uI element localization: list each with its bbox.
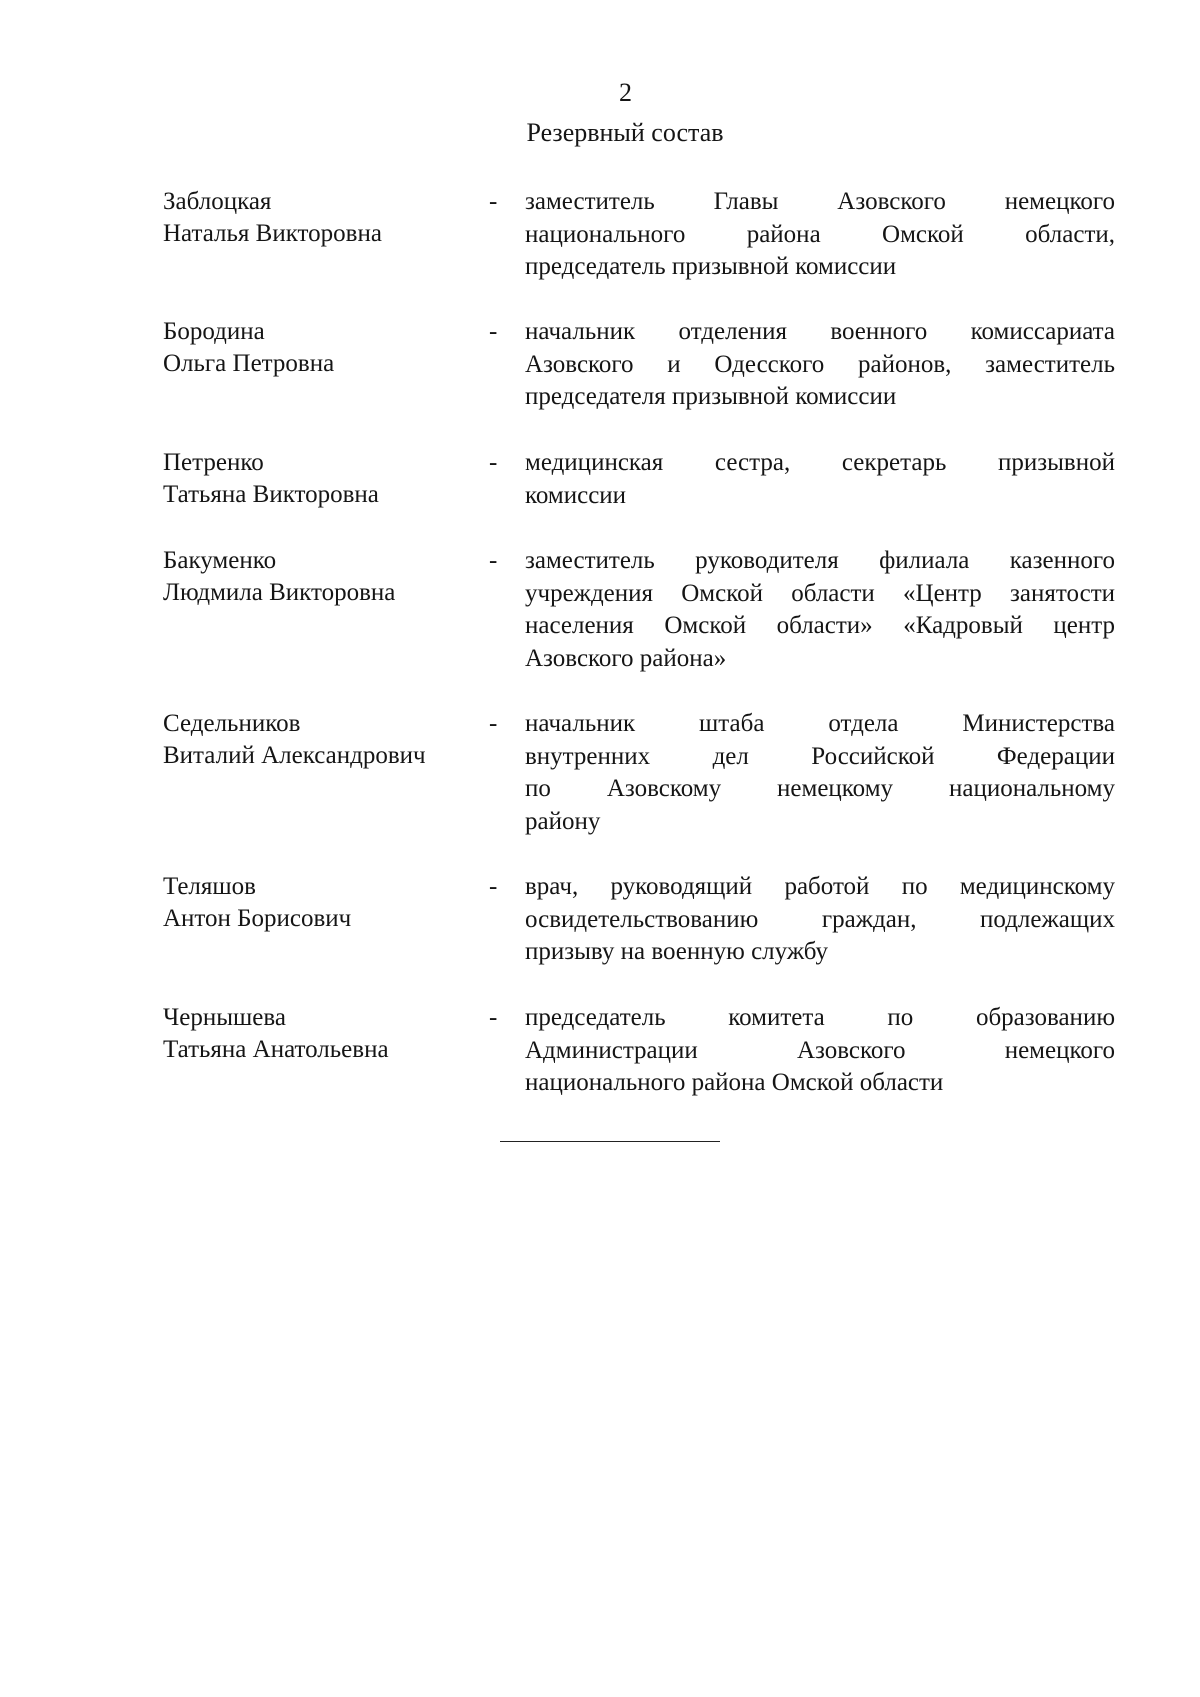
member-given-name: Ольга Петровна	[163, 350, 335, 377]
position-line: председатель призывной комиссии	[525, 253, 897, 280]
member-position	[525, 1002, 1115, 1100]
dash-separator: -	[489, 873, 498, 900]
member-name	[163, 186, 463, 250]
position-line: национального района Омской области	[525, 1069, 944, 1096]
member-name	[163, 871, 463, 935]
section-title: Резервный состав	[526, 118, 724, 147]
position-line: учреждения Омской области «Центр занятости	[525, 579, 1115, 607]
dash-separator: -	[489, 449, 498, 476]
member-surname: Седельников	[163, 710, 301, 737]
member-given-name: Антон Борисович	[163, 905, 352, 932]
member-surname: Петренко	[163, 449, 264, 476]
position-line: внутренних дел Российской Федерации	[525, 742, 1115, 770]
dash-separator: -	[489, 1004, 498, 1031]
position-line: врач, руководящий работой по медицинскому	[525, 873, 1115, 900]
closing-rule	[500, 1141, 720, 1142]
member-position	[525, 447, 1115, 512]
position-line: начальник отделения военного комиссариата	[525, 318, 1115, 345]
member-position	[525, 871, 1115, 969]
member-name	[163, 447, 463, 511]
position-line: Администрации Азовского немецкого	[525, 1036, 1115, 1064]
member-name	[163, 1002, 463, 1066]
position-line: заместитель Главы Азовского немецкого	[525, 188, 1115, 215]
position-line: освидетельствованию граждан, подлежащих	[525, 905, 1115, 933]
member-surname: Заблоцкая	[163, 188, 272, 215]
member-position	[525, 708, 1115, 838]
member-name	[163, 545, 463, 609]
member-surname: Бородина	[163, 318, 265, 345]
member-position	[525, 316, 1115, 414]
member-position	[525, 186, 1115, 284]
position-line: национального района Омской области,	[525, 220, 1115, 248]
page-number-text: 2	[619, 78, 632, 107]
member-given-name: Наталья Викторовна	[163, 220, 382, 247]
member-surname: Теляшов	[163, 873, 256, 900]
dash-separator: -	[489, 547, 498, 574]
position-line: Азовского и Одесского районов, заместитель	[525, 350, 1115, 378]
member-surname: Бакуменко	[163, 547, 277, 574]
position-line: по Азовскому немецкому национальному	[525, 775, 1115, 802]
position-line: медицинская сестра, секретарь призывной	[525, 449, 1115, 476]
member-surname: Чернышева	[163, 1004, 286, 1031]
member-position	[525, 545, 1115, 675]
dash-separator: -	[489, 188, 498, 215]
member-given-name: Татьяна Анатольевна	[163, 1036, 389, 1063]
member-name	[163, 316, 463, 380]
position-line: району	[525, 807, 601, 835]
position-line: Азовского района»	[525, 644, 727, 672]
member-given-name: Татьяна Викторовна	[163, 481, 379, 508]
position-line: заместитель руководителя филиала казенного	[525, 547, 1115, 574]
dash-separator: -	[489, 710, 498, 737]
position-line: начальник штаба отдела Министерства	[525, 710, 1115, 737]
member-name	[163, 708, 463, 772]
position-line: комиссии	[525, 481, 627, 509]
position-line: призыву на военную службу	[525, 938, 829, 965]
member-given-name: Людмила Викторовна	[163, 579, 396, 606]
dash-separator: -	[489, 318, 498, 345]
position-line: председатель комитета по образованию	[525, 1004, 1115, 1031]
position-line: председателя призывной комиссии	[525, 383, 897, 410]
member-given-name: Виталий Александрович	[163, 742, 426, 769]
position-line: населения Омской области» «Кадровый центр	[525, 612, 1115, 639]
